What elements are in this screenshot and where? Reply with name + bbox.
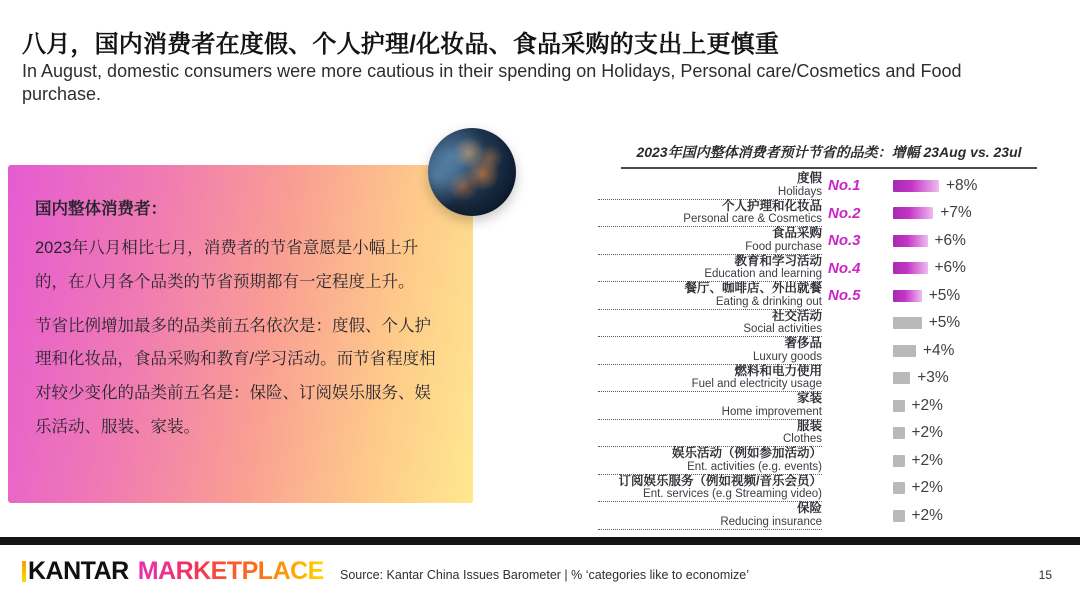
category-label-en: Luxury goods	[752, 350, 822, 363]
rank-label: No.5	[828, 287, 861, 305]
rank-label	[822, 475, 893, 503]
rank-label	[822, 420, 893, 448]
category-label-zh: 奢侈品	[784, 336, 822, 351]
rank-label	[822, 392, 893, 420]
insight-paragraph-2: 节省比例增加最多的品类前五名依次是：度假、个人护理和化妆品，食品采购和教育/学习活动。而节省程度相对较少变化的品类前五名是：保险、订阅娱乐服务、娱乐活动、服装、家装。	[35, 316, 436, 437]
bar-cell	[893, 282, 1060, 310]
savings-chart	[598, 142, 1060, 530]
category-label-en: Reducing insurance	[720, 515, 822, 528]
bar-cell	[893, 447, 1060, 475]
category-label-zh: 个人护理和化妆品	[721, 198, 822, 213]
category-label	[598, 365, 822, 393]
insight-heading: 国内整体消费者：	[35, 200, 167, 218]
chart-row	[598, 502, 1060, 530]
page-title: 八月，国内消费者在度假、个人护理/化妆品、食品采购的支出上更慎重	[22, 31, 780, 58]
value-label: +2%	[911, 451, 943, 469]
bar	[893, 427, 905, 439]
chart-row	[598, 365, 1060, 393]
bar	[893, 510, 905, 522]
rank-label	[822, 365, 893, 393]
category-label-en: Ent. services (e.g Streaming video)	[643, 488, 822, 501]
value-label: +8%	[946, 176, 978, 194]
value-label: +7%	[940, 204, 972, 222]
chart-row	[598, 310, 1060, 338]
earth-globe-image	[428, 128, 516, 216]
category-label	[598, 310, 822, 338]
category-label	[598, 420, 822, 448]
category-label-en: Food purchase	[745, 240, 822, 253]
kantar-marketplace-logo	[22, 557, 324, 586]
category-label-zh: 社交活动	[771, 308, 822, 323]
bar-cell	[893, 420, 1060, 448]
category-label	[598, 282, 822, 310]
logo-k-accent-bar	[22, 561, 26, 582]
chart-rows	[598, 172, 1060, 530]
value-label: +5%	[928, 286, 961, 304]
logo-kantar-text: KANTAR	[28, 557, 129, 585]
value-label: +2%	[911, 479, 943, 497]
chart-row	[598, 392, 1060, 420]
bar	[893, 482, 905, 494]
category-label	[598, 200, 822, 228]
category-label-zh: 服装	[796, 418, 822, 433]
value-label: +6%	[934, 231, 966, 249]
value-label: +5%	[928, 314, 961, 332]
rank-label	[822, 337, 893, 365]
chart-row	[598, 172, 1060, 200]
value-label: +2%	[911, 506, 943, 524]
logo-marketplace-text: MARKETPLACE	[137, 557, 324, 585]
bar	[893, 345, 916, 357]
category-label-zh: 教育和学习活动	[734, 253, 822, 268]
bar-cell	[893, 392, 1060, 420]
bar	[893, 400, 905, 412]
bar-cell	[893, 172, 1060, 200]
category-label-zh: 食品采购	[771, 226, 822, 241]
bar-cell	[893, 310, 1060, 338]
chart-row	[598, 447, 1060, 475]
source-note: Source: Kantar China Issues Barometer | % ‘categories like to economize’	[340, 568, 749, 582]
bar	[893, 317, 922, 329]
insight-paragraph-1: 2023年八月相比七月，消费者的节省意愿是小幅上升的，在八月各个品类的节省预期都有一定程度上升。	[35, 239, 419, 291]
category-label	[598, 172, 822, 200]
bar-cell	[893, 365, 1060, 393]
category-label	[598, 502, 822, 530]
chart-row	[598, 420, 1060, 448]
category-label-en: Home improvement	[721, 405, 822, 418]
category-label-zh: 娱乐活动（例如参加活动）	[671, 446, 822, 461]
bar	[893, 235, 928, 247]
value-label: +6%	[934, 259, 966, 277]
category-label	[598, 447, 822, 475]
bar-cell	[893, 255, 1060, 283]
rank-label	[822, 310, 893, 338]
category-label-en: Ent. activities (e.g. events)	[687, 460, 822, 473]
footer-divider-bar	[0, 537, 1080, 545]
page-subtitle: In August, domestic consumers were more cautious in their spending on Holidays, Personal care/Cosmetics and Food purchase.	[22, 61, 962, 105]
category-label-en: Eating & drinking out	[715, 295, 822, 308]
category-label-zh: 餐厅、咖啡店、外出就餐	[684, 281, 822, 296]
category-label-en: Social activities	[743, 323, 822, 336]
category-label-zh: 保险	[796, 501, 822, 516]
rank-label: No.2	[828, 204, 861, 222]
rank-label: No.4	[828, 259, 861, 277]
rank-label: No.3	[828, 232, 861, 250]
chart-row	[598, 337, 1060, 365]
bar-cell	[893, 475, 1060, 503]
category-label-en: Holidays	[777, 185, 822, 198]
category-label	[598, 255, 822, 283]
category-label	[598, 475, 822, 503]
category-label-zh: 订阅娱乐服务（例如视频/音乐会员）	[618, 473, 822, 488]
bar	[893, 290, 922, 302]
category-label-en: Education and learning	[704, 268, 822, 281]
value-label: +2%	[911, 396, 943, 414]
chart-title: 2023年国内整体消费者预计节省的品类：增幅 23Aug vs. 23ul	[621, 142, 1037, 169]
bar	[893, 455, 905, 467]
chart-row	[598, 255, 1060, 283]
bar	[893, 372, 910, 384]
rank-label: No.1	[828, 177, 861, 195]
category-label	[598, 392, 822, 420]
page-number: 15	[1038, 568, 1052, 582]
rank-label	[822, 447, 893, 475]
category-label-en: Clothes	[783, 433, 822, 446]
bar-cell	[893, 200, 1060, 228]
category-label	[598, 227, 822, 255]
value-label: +3%	[917, 369, 949, 387]
category-label-zh: 燃料和电力使用	[734, 363, 822, 378]
bar-cell	[893, 502, 1060, 530]
value-label: +2%	[911, 424, 943, 442]
bar	[893, 207, 933, 219]
bar	[893, 262, 928, 274]
chart-row	[598, 282, 1060, 310]
chart-row	[598, 475, 1060, 503]
chart-row	[598, 200, 1060, 228]
category-label-en: Personal care & Cosmetics	[683, 213, 822, 226]
bar-cell	[893, 227, 1060, 255]
insight-box	[8, 165, 473, 503]
rank-label	[822, 502, 893, 530]
chart-row	[598, 227, 1060, 255]
category-label	[598, 337, 822, 365]
bar-cell	[893, 337, 1060, 365]
value-label: +4%	[923, 341, 955, 359]
category-label-en: Fuel and electricity usage	[691, 378, 822, 391]
category-label-zh: 度假	[796, 171, 822, 186]
category-label-zh: 家装	[796, 391, 822, 406]
bar	[893, 180, 939, 192]
